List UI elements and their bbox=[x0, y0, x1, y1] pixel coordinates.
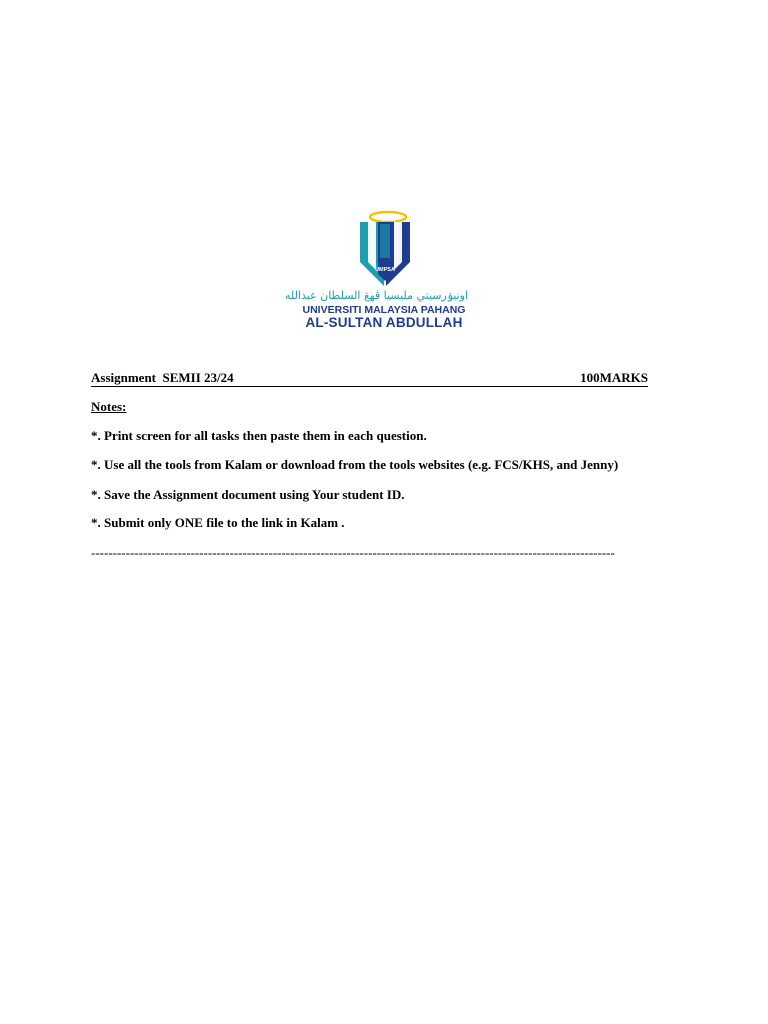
assignment-header bbox=[91, 370, 648, 387]
logo-sultan-name: AL-SULTAN ABDULLAH bbox=[305, 315, 463, 330]
crest-icon bbox=[300, 208, 470, 290]
university-logo bbox=[285, 208, 470, 332]
note-item: *. Submit only ONE file to the link in Kalam . bbox=[91, 515, 345, 530]
logo-university-name: UNIVERSITI MALAYSIA PAHANG bbox=[302, 304, 466, 316]
logo-arabic-text: اونيۏرسيتي مليسيا ڤهڠ السلطان عبدالله bbox=[285, 289, 468, 302]
note-item: *. Print screen for all tasks then paste them in each question. bbox=[91, 428, 427, 443]
assignment-title: Assignment SEMII 23/24 bbox=[91, 370, 234, 385]
dashed-separator: ------------------------------------------------------------------------------------------------------------------------- bbox=[91, 545, 615, 560]
assignment-marks: 100MARKS bbox=[580, 370, 648, 385]
notes-heading: Notes: bbox=[91, 399, 127, 414]
note-item: *. Use all the tools from Kalam or download from the tools websites (e.g. FCS/KHS, and Jenny) bbox=[91, 457, 619, 472]
note-item: *. Save the Assignment document using Your student ID. bbox=[91, 487, 405, 502]
badge-text: UMPSA bbox=[375, 267, 395, 273]
